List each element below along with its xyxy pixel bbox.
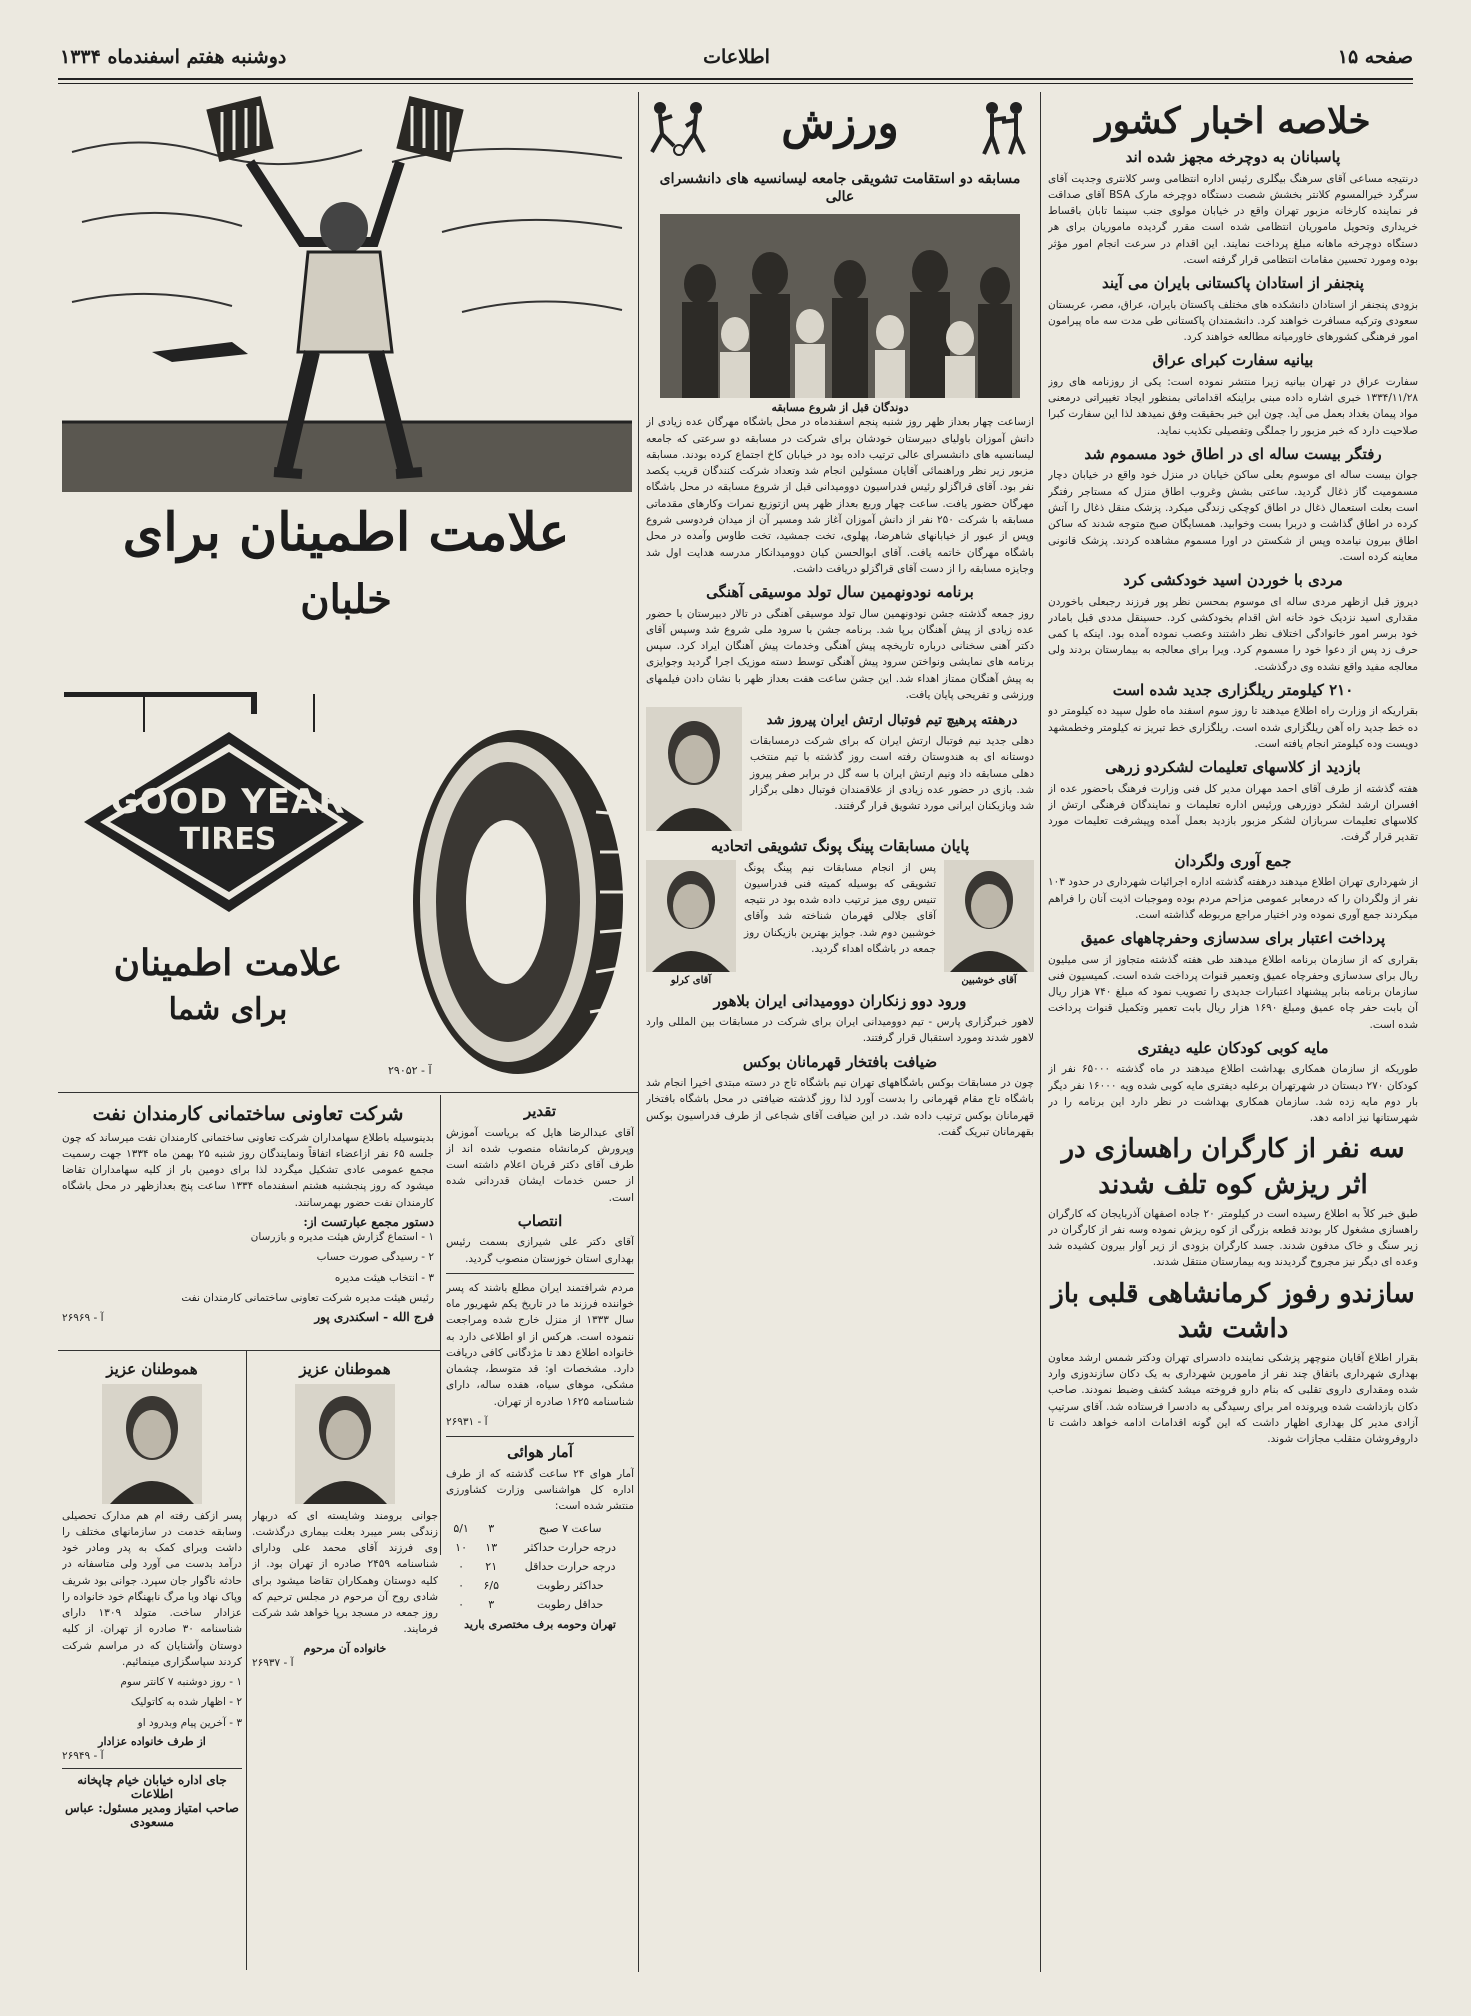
weather-footer: تهران وحومه برف مختصری بارید (464, 1617, 616, 1631)
football-title: درهفته پرهیچ تیم فوتبال ارتش ایران پیروز شد (766, 713, 1018, 729)
football-block (646, 707, 1034, 831)
weather-cell: ۱۳ (485, 1540, 498, 1554)
mourn-right-sign: خانواده آن مرحوم (303, 1641, 387, 1655)
news-masthead: خلاصه اخبار کشور (1095, 100, 1371, 142)
weather-cell: ۳ (488, 1597, 495, 1611)
mourn-left-code: آ - ۲۶۹۴۹ (62, 1749, 104, 1762)
missing-notice-code: آ - ۲۶۹۳۱ (446, 1415, 488, 1428)
boxing-title: ضیافت بافتخار قهرمانان بوکس (742, 1052, 938, 1071)
tire-illustration (388, 712, 628, 1082)
goodyear-tires: TIRES (179, 822, 277, 857)
mourn-right (252, 1354, 438, 1970)
news-item-body: بقرار اطلاع آقایان منوچهر پزشکی نماینده دادسرای تهران ودکتر شمس ارشد معاون بهداری شهرداری باتفاق چند نفر از مامورین شهرداری به یک دکان سازندوزی وارد شده ومقداری داروی تقلبی که بنام دارو فروخته میشد کشف وضبط نمودند. صاحب دکان بازداشت شده وپرونده امر برای رسیدگی به دادسرا فرستاده شد. آقای سرتیپ آزادی مدیر کل بهداری اظهار داشت که این گونه اقدامات ادامه خواهد داشت تا داروفروشان متقلب مجازات شوند. (1048, 1351, 1418, 1446)
mourn-left (62, 1354, 242, 1970)
imprint-divider (62, 1768, 242, 1769)
news-items (1048, 148, 1418, 1447)
small-notices-column (446, 1096, 634, 1972)
coop-agenda-title: دستور مجمع عبارتست از: (303, 1215, 434, 1230)
news-item-body: هفته گذشته از طرف آقای احمد مهران مدیر کل فنی وزارت فرهنگ باحضور عده از افسران ارشد لشکر دوزرهی ورئیس اداره تعلیمات و نمایندگان فرهنگی ارتش از کلاسهای تعلیمات سربازان لشکر مزبور بازدید بعمل آمده وپیشرفت تعلیمات مورد تقدیر قرار گرفت. (1048, 782, 1418, 844)
coop-agenda-2: ۲ - رسیدگی صورت حساب (316, 1251, 434, 1264)
imprint-address: جای اداره خیابان خیام چاپخانه اطلاعات (77, 1773, 227, 1802)
notices-divider (446, 1273, 634, 1274)
issue-date: دوشنبه هفتم اسفندماه ۱۳۳۴ (60, 46, 287, 68)
weather-row (446, 1519, 634, 1538)
news-item-title: سه نفر از کارگران راهسازی در اثر ریزش کوه تلف شدند (1061, 1134, 1405, 1200)
coop-code: آ - ۲۶۹۶۹ (62, 1312, 104, 1325)
weather-cell: ۲۱ (485, 1559, 498, 1573)
birthday-article: روز جمعه گذشته جشن نودونهمین سال تولد موسیقی آهنگی در تالار دبیرستان با حضور عده زیادی از پیش آهنگان برپا شد. برنامه جشن با سرود ملی شروع شد وسپس آقای دکتر آهنی سخنانی درباره تاریخچه پیش آهنگی وخدمات پیش آهنگان ایراد کرد. سپس برنامه های نمایشی ونواختن سرود پیش آهنگی توسط دسته موزیک اجرا گردید وجوایزی به پیش آهنگان ممتاز اهداء شد. این جشن ساعت هفت بعداز ظهر با نشان دادن فیلمهای ورزشی و تفریحی پایان یافت. (646, 607, 1034, 701)
news-item-title: پرداخت اعتبار برای سدسازی وحفرچاههای عمیق (1080, 929, 1386, 948)
mourn-left-body: پسر ازکف رفته ام هم مدارک تحصیلی وسابقه خدمت در سازمانهای مختلف را داشت وبرای کمک به پدر ومادر خود درآمد بدست می آورد ولی متاسفانه در حادثه ناگوار جان سپرد. جوانی بود شریف وپاک نهاد وبا مرگ نابهنگام خود خانواده را عزادار ساخت. متولد ۱۳۰۹ دارای شناسنامه ۳۰ صادره از تهران. از کلیه دوستان وآشنایان که در مراسم شرکت کردند سپاسگزاری مینمائیم. (62, 1509, 242, 1668)
pingpong-block (646, 860, 1034, 986)
pingpong-title: پایان مسابقات پینگ پونگ تشویقی اتحادیه (710, 837, 970, 856)
news-item-body: جوان بیست ساله ای موسوم بعلی ساکن خیابان در منزل خود واقع در خیابان دچار مسمومیت گاز ذغال گردید. ساعتی بشش وغروب اطاق منزل که مستاجر رفتگر است بعلت استعمال ذغال در اطاق کوچکی زندگی میکرد. پزشک منقل ذغال را آتش کرده در اطاق گذاشت و دربرا بست وخوابید. همسایگان صبح متوجه شدند که ساکن اطاق بیرون نیامده وپس از شکستن در اورا مسموم مشاهده کردند. پزشک قانونی معاینه کرده است. (1048, 469, 1418, 563)
divider-ad-bottom (58, 1092, 638, 1093)
weather-row (446, 1576, 634, 1595)
news-item-title: پنجنفر از استادان پاکستانی بایران می آیند (1102, 274, 1364, 293)
news-item-title: پاسبانان به دوچرخه مجهز شده اند (1125, 148, 1341, 166)
divider-coop-bottom (58, 1350, 440, 1351)
weather-cell: ۰ (458, 1559, 465, 1573)
runners-photo-caption: دوندگان قبل از شروع مسابقه (771, 401, 909, 415)
race-article: ازساعت چهار بعداز ظهر روز شنبه پنجم اسفندماه در محل باشگاه مهرگان عده زیادی از دانش آموزان باولیای دبیرستان خودشان برای شرکت در مسابقه دو سرعتی که جامعه لیسانسیه های دانشسرای عالی ترتیب داده بود در خیابان کاخ اجتماع کرده بودند. مسابقه مزبور زیر نظر وراهنمائی آقایان مسئولین انجام شد وتعداد شرکت کنندگان قریب یکصد نفر بود. آقای قراگزلو رئیس فدراسیون دوومیدانی قبل از شروع مسابقه در محل باشگاه مهرگان حضور یافت. ساعت چهار وربع بعداز ظهر پس ازتوزیع نمرات وکارهای مقدماتی مسابقه با شرکت ۲۵۰ نفر از دانش آموزان آغاز شد ومسیر آن از میدان فردوسی شروع وپس از عبور از خیابانهای شاهرضا، پهلوی، تخت جمشید، تخت طاوس وآمده در محل باشگاه مهرگان خاتمه یافت. آقای ابوالحسن کیان دوومیدانکار مدرسه هدایت اول شد وجایزه مسابقه را از دست آقای قراگزلو دریافت داشت. (646, 416, 1034, 575)
coop-agenda-3: ۳ - انتخاب هیئت مدیره (334, 1271, 434, 1284)
football-player-photo (646, 707, 742, 831)
header-rule (58, 78, 1413, 80)
news-item-title: بازدید از کلاسهای تعلیمات لشکردو زرهی (1105, 758, 1361, 777)
weather-intro: آمار هوای ۲۴ ساعت گذشته که از طرف اداره کل هواشناسی وزارت کشاورزی منتشر شده است: (446, 1467, 634, 1513)
coop-footer (62, 1310, 434, 1330)
mourn-right-photo (295, 1384, 395, 1504)
runners-photo (660, 214, 1020, 398)
weather-cell: درجه حرارت حداقل (524, 1559, 616, 1573)
divider-center (638, 92, 639, 1972)
mourn-right-title: هموطنان عزیز (299, 1360, 391, 1378)
weather-cell: ۵/۱ (453, 1521, 469, 1535)
missing-notice-body: مردم شرافتمند ایران مطلع باشند که پسر خواننده فرزند ما در تاریخ یکم شهریور ماه سال ۱۳۳۳ از منزل خارج شده ومراجعت ننموده است. هرکس از او اطلاعی دارد به خانواده اطلاع دهد تا مژدگانی کافی دریافت دارد. مشخصات او: قد متوسط، چشمان مشکی، موهای سیاه، هفده ساله، دارای شناسنامه ۱۶۲۵ صادره از تهران. (446, 1281, 634, 1408)
khoshbin-caption: آقای خوشبین (961, 974, 1017, 986)
page-header (60, 40, 1413, 74)
coop-agenda-1: ۱ - استماع گزارش هیئت مدیره و بازرسان (250, 1231, 434, 1244)
karlo-photo (646, 860, 736, 972)
sports-column (646, 92, 1034, 1972)
mourn-left-list-2: ۲ - اظهار شده به کاتولیک (130, 1696, 242, 1709)
mourn-right-code: آ - ۲۶۹۳۷ (252, 1656, 294, 1669)
coop-title: شرکت تعاونی ساختمانی کارمندان نفت (92, 1103, 404, 1125)
lahore-article: لاهور خبرگزاری پارس - تیم دوومیدانی ایران برای شرکت در مسابقات بین المللی وارد لاهور شدند ومورد استقبال قرار گرفتند. (646, 1016, 1034, 1045)
weather-table (446, 1519, 634, 1614)
news-item-title: ۲۱۰ کیلومتر ریلگزاری جدید شده است (1112, 680, 1354, 699)
thanks-title: تقدیر (523, 1102, 557, 1120)
paper-name: اطلاعات (703, 46, 770, 68)
ad-slogan-1: علامت اطمینان برای (122, 502, 570, 563)
weather-cell: درجه حرارت حداکثر (524, 1540, 617, 1554)
appointment-title: انتصاب (517, 1211, 563, 1230)
pingpong-article: پس از انجام مسابقات نیم پینگ پونگ تشویقی که بوسیله کمیته فنی فدراسیون تنیس روی میز ترتیب داده شده بود در نتیجه آقای جلالی قهرمان شناخته شد وآقای خوشبین دوم شد. جوایز بهترین بازیکنان روز جمعه در باشگاه اهداء گردید. (744, 861, 936, 955)
news-item-body: دیروز قبل ازظهر مردی ساله ای موسوم بمحسن نظر پور فرزند رجبعلی باخوردن مقداری اسید نزدیک خود خانه اش اقدام بخودکشی کرد. حسینقل مددی قبل بامادر خود برسر امور خانوادگی اختلاف نظر داشتند وعصب نموده آمده بود. اینکه با کمی حرف زد پس از دعوا خود را مسموم کرد. ویرا برای معالجه به بیمارستان بردند ولی معالجه مفید واقع نشده وی درگذشت. (1048, 595, 1418, 673)
ad-slogan-4: برای شما (168, 992, 288, 1027)
mourn-left-list-3: ۳ - آخرین پیام وبدرود او (137, 1716, 242, 1729)
news-item-body: بقراری که از سازمان برنامه اطلاع میدهند طی هفته گذشته متجاوز از سی میلیون ریال برای سدسازی وحفرچاه عمیق وتعمیر قنوات پرداخت شده است. کمیسیون فنی سازمان برنامه بنابر پیشنهاد اعتبارات جدیدی را تصویب نمود که مبلغ ۷۴۰ هزار ریال آن بابت حفر چاه عمیق ومبلغ ۱۶۹۰ هزار ریال بابت تعمیر وتکمیل قنوات پرداخت شده است. (1048, 953, 1418, 1031)
news-item-body: طوریکه از سازمان همکاری بهداشت اطلاع میدهند در ماه گذشته ۶۵۰۰۰ نفر از کودکان ۲۷۰ دبستان در شهرتهران برعلیه دیفتری مایه کوبی شده ویه ۱۶۰۰۰ نفر دیگر بار دوم مایه زده شد. سازمان همکاری بهداشت در نظر دارد این برنامه را در شهرستانها نیز ادامه دهد. (1048, 1063, 1418, 1125)
sports-masthead-block (646, 92, 1034, 164)
news-item-title: جمع آوری ولگردان (1174, 851, 1292, 870)
weather-title: آمار هوائی (507, 1443, 573, 1462)
football-article: دهلی جدید نیم فوتبال ارتش ایران که برای شرکت درمسابقات دوستانه ای به هندوستان رفته است روز گذشته با تیم منتخب دهلی مسابقه داد ونیم ارتش ایران با سه گل در برابر صفر پیروز شد. بازی در حضور عده زیادی از علاقمندان فوتبال دهلی برگزار شد وبازیکنان ایرانی مورد تشویق قرار گرفتند. (750, 735, 1034, 813)
khoshbin-photo (944, 860, 1034, 972)
news-item-title: بیانیه سفارت کبرای عراق (1152, 351, 1314, 370)
header-rule-thin (58, 83, 1413, 84)
weather-row (446, 1538, 634, 1557)
weather-cell: حداقل رطوبت (536, 1597, 604, 1611)
news-column (1048, 92, 1418, 1972)
news-item-title: مردی با خوردن اسید خودکشی کرد (1123, 571, 1343, 590)
weather-cell: ساعت ۷ صبح (538, 1521, 602, 1535)
weather-cell: ۰ (458, 1597, 465, 1611)
weather-row (446, 1595, 634, 1614)
divider-left-mid (440, 1095, 441, 1555)
weather-cell: ۳ (488, 1521, 495, 1535)
mourn-left-photo (102, 1384, 202, 1504)
coop-names: فرج الله - اسکندری پور (314, 1310, 434, 1325)
divider-right (1040, 92, 1041, 1972)
news-item-body: از شهرداری تهران اطلاع میدهند درهفته گذشته اداره اجرائیات شهرداری در حدود ۱۰۳ نفر از ولگردان را که درمعابر عمومی مزاحم مردم بوده وموجبات اذیت آنان را فراهم میکردند جمع آوری نموده ودر اختیار مراجع مربوطه گذاشته است. (1048, 876, 1418, 921)
coop-notice (62, 1096, 434, 1346)
page-number: صفحه ۱۵ (1337, 46, 1413, 68)
mourn-right-body: جوانی برومند وشایسته ای که دربهار زندگی بسر میبرد بعلت بیماری درگذشت. وی فرزند آقای محمد علی ودارای شناسنامه ۲۴۵۹ صادره از تهران بود. از کلیه دوستان وهمکاران تقاضا میشود برای شادی روح آن مرحوم در مجلس ترحیم که روز جمعه در مسجد برپا خواهد شد شرکت فرمایند. (252, 1509, 438, 1636)
lahore-title: ورود دوو زنکاران دوومیدانی ایران بلاهور (713, 991, 967, 1010)
goodyear-brand: GOOD YEAR (110, 782, 346, 822)
news-item-body: طبق خبر کلاً به اطلاع رسیده است در کیلومتر ۲۰ جاده اصفهان آذربایجان که کارگران راهسازی مشغول کار بودند قطعه بزرگی از کوه ریزش نموده وسه نفر از کارگران در زیر سنگ و خاک مدفون شدند. جسد کارگران بزودی از زیر آوار بیرون کشیده شد وعده ای دیگر نیز مجروح گردیدند وبه بیمارستان منتقل شدند. (1048, 1207, 1418, 1269)
pilot-illustration (62, 92, 632, 502)
weather-divider (446, 1436, 634, 1437)
coop-signature: رئیس هیئت مدیره شرکت تعاونی ساختمانی کارمندان نفت (181, 1291, 434, 1304)
news-item-title: سازندو رفوز کرمانشاهی قلبی باز داشت شد (1051, 1278, 1415, 1344)
sports-masthead: ورزش (781, 98, 899, 149)
news-item-title: رفتگر بیست ساله ای در اطاق خود مسموم شد (1084, 444, 1382, 463)
thanks-body: آقای عبدالرضا هایل که بریاست آموزش وپرورش کرمانشاه منصوب شده اند از طرف آقای دکتر قربان اعلام داشته است از حسن خدمات ایشان قدردانی شده است. (446, 1126, 634, 1204)
sports-headline: مسابقه دو استقامت تشویقی جامعه لیسانسیه های دانشسرای عالی (659, 171, 1021, 206)
birthday-title: برنامه نودونهمین سال تولد موسیقی آهنگی (706, 583, 974, 602)
mourn-left-title: هموطنان عزیز (106, 1360, 198, 1378)
mourn-left-list-1: ۱ - روز دوشنبه ۷ کانتر سوم (120, 1676, 242, 1689)
imprint-owner: صاحب امتیاز ومدیر مسئول: عباس مسعودی (65, 1801, 239, 1830)
news-item-body: درنتیجه مساعی آقای سرهنگ بیگلری رئیس اداره انتظامی وسر کلانتری وجدیت آقای سرگرد خیرالمسوم کلانتر بخشش شصت دستگاه دوچرخه مارک BSA آقای صداقت فر نماینده کارخانه مزبور تهران واقع در خیابان مولوی جنب سینما تابان باقساط خریداری وتحویل ماموریان انتظامی شده است مقرر گردیده ماموریان برای هر دستگاه دوچرخه ماهانه مبلغ پرداخت نمایند. این اقدام در سرعت انجام امور مؤثر بوده ومورد تحسین مقامات انتظامی قرار گرفته است. (1048, 172, 1418, 266)
weather-cell: حداکثر رطوبت (536, 1578, 604, 1592)
footballers-icon (646, 98, 712, 158)
weather-cell: ۶/۵ (483, 1578, 499, 1592)
ad-code: آ - ۲۹۰۵۲ (388, 1064, 432, 1077)
appointment-body: آقای دکتر علی شیرازی بسمت رئیس بهداری استان خوزستان منصوب گردید. (446, 1236, 634, 1265)
weather-cell: ۱۰ (455, 1540, 467, 1554)
news-item-body: بقراریکه از وزارت راه اطلاع میدهند تا روز سوم اسفند ماه طول سپید ده کیلومتر دو ده خط جدید راه آهن ریلگزاری شده است. ریلگزاری خط تبریز نه کیلومتر وخطمشهد دویست وده کیلومتر انجام یافته است. (1048, 705, 1418, 750)
ad-slogan-3: علامت اطمینان (113, 942, 343, 984)
news-item-title: مایه کوبی کودکان علیه دیفتری (1137, 1038, 1329, 1057)
weather-cell: ۰ (458, 1578, 465, 1592)
mourn-left-sign: از طرف خانواده عزادار (98, 1734, 206, 1748)
news-item-body: بزودی پنجنفر از استادان دانشکده های مختلف پاکستان بایران، عراق، مصر، عربستان سعودی وترکیه مسافرت خواهند کرد. دانشمندان پاکستانی طی مدت سه ماه پیرامون امور فرهنگی کشورهای خاورمیانه مطالعه خواهند کرد. (1048, 298, 1418, 344)
weather-row (446, 1557, 634, 1576)
divider-left-bottom (246, 1350, 247, 1970)
goodyear-ad (58, 92, 634, 1088)
ad-slogan-2: خلبان (300, 576, 392, 623)
boxing-article: چون در مسابقات بوکس باشگاههای تهران نیم باشگاه تاج در دسته مبتدی اخیرا انجام شد باشگاه تاج مقام قهرمانی را بدست آورد لذا روز گذشته ضیافتی در محل باشگاه بافتخار قهرمانان بوکس ترتیب داده شد. در این ضیافت آقای شجاعی از طرف فدراسیون بوکس بقهرمانان تبریک گفت. (646, 1077, 1034, 1138)
news-item-body: سفارت عراق در تهران بیانیه زیرا منتشر نموده است: یکی از روزنامه های روز ۱۳۳۴/۱۱/۲۸ خبری اشاره داده مبنی براینکه اقداماتی بمنظور ایجاد تغییراتی درمعنی مواد پیمان بغداد بعمل می آید. چون این خبر بحقیقت وفق نمیدهد لذا این سفارت کبرا صلاحیت دارد که خبر مزبور را جملگی وتفصیلی تکذیب نماید. (1048, 375, 1418, 437)
boxers-icon (974, 98, 1034, 158)
karlo-caption: آقای کرلو (670, 974, 712, 986)
coop-body: بدینوسیله باطلاع سهامداران شرکت تعاونی ساختمانی کارمندان نفت میرساند که چون جلسه ۶۵ نفر ازاعضاء اتفاقاً ونمایندگان روز شنبه ۲۵ بهمن ماه ۱۳۳۴ جهت رسمیت مجمع عمومی عادی تشکیل میگردد لذا برای دومین بار از کلیه سهامداران تقاضا میشود که روز پنجشنبه هشتم اسفندماه ۱۳۳۴ ساعت پنج بعدازظهر در محل باشگاه کارمندان نفت حضور بهمرسانند. (62, 1131, 434, 1209)
